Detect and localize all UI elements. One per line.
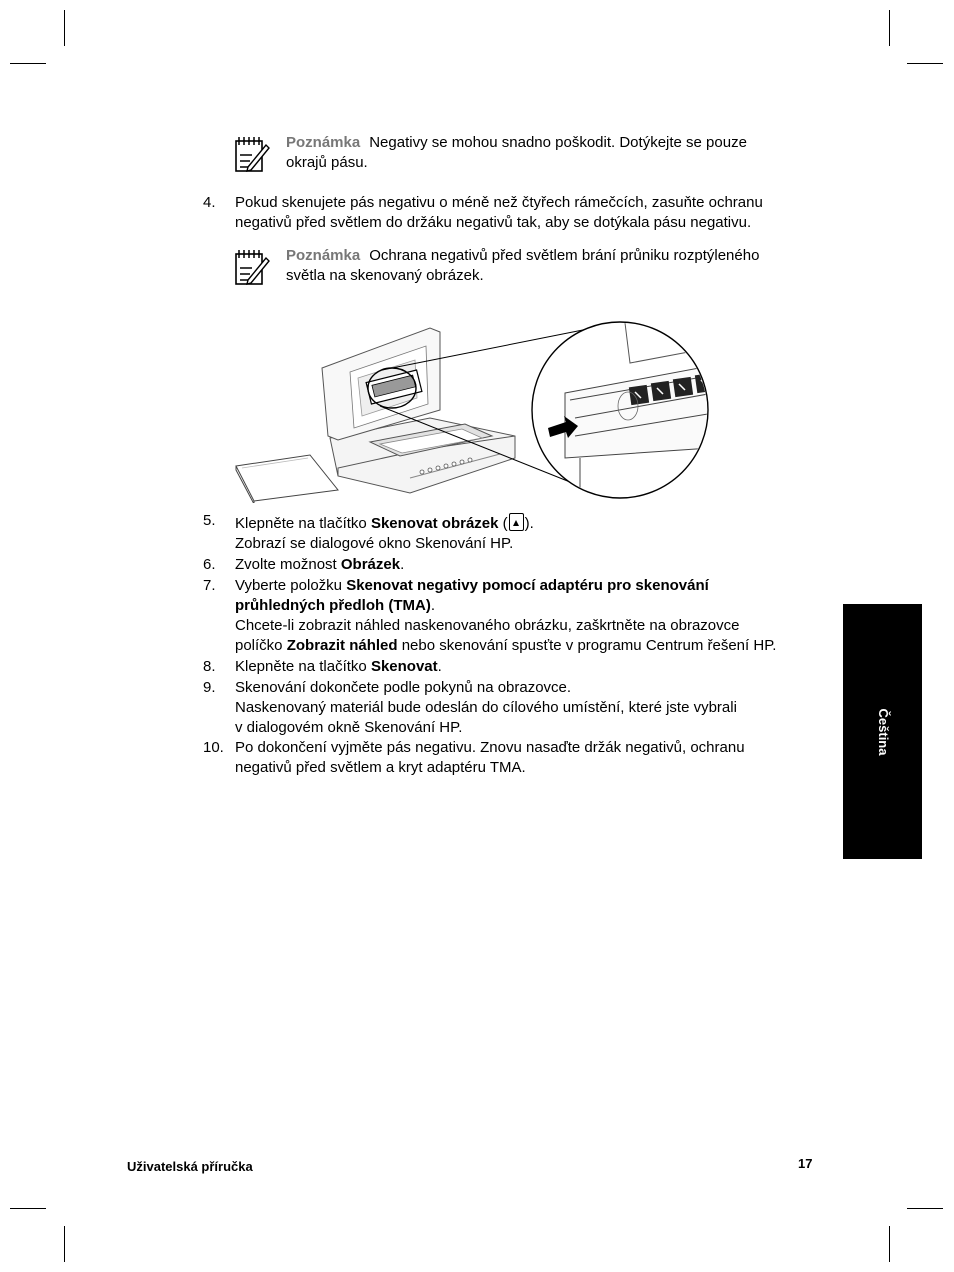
step-line: negativů před světlem a kryt adaptéru TMA. xyxy=(235,759,526,776)
footer-title: Uživatelská příručka xyxy=(127,1159,253,1174)
step-line: negativů před světlem do držáku negativů tak, aby se dotýkala pásu negativu. xyxy=(235,214,752,231)
crop-mark xyxy=(64,10,65,46)
step-text-run: Zvolte možnost xyxy=(235,556,341,573)
step-text xyxy=(235,193,820,233)
step-line: Chcete-li zobrazit náhled naskenovaného obrázku, zaškrtněte na obrazovce xyxy=(235,617,740,634)
crop-mark xyxy=(889,10,890,46)
crop-mark xyxy=(907,1208,943,1209)
crop-mark xyxy=(10,63,46,64)
language-tab xyxy=(843,604,922,859)
step-text-run: . xyxy=(437,658,442,675)
light-shield-sheet xyxy=(236,455,338,503)
step-line: Naskenovaný materiál bude odeslán do cílového umístění, které jste vybrali xyxy=(235,699,737,716)
step-text xyxy=(235,513,820,554)
language-tab-label: Čeština xyxy=(875,708,891,755)
step-number: 4. xyxy=(203,194,216,211)
step-text-run: ( xyxy=(498,515,508,532)
checkbox-name-zobrazit-nahled: Zobrazit náhled xyxy=(286,637,398,654)
option-skenovat-negativy: Skenovat negativy pomocí adaptéru pro skenování xyxy=(346,577,709,594)
step-number: 9. xyxy=(203,679,216,696)
zoom-detail xyxy=(532,322,715,498)
step-text-run: . xyxy=(430,597,435,614)
note-block xyxy=(234,133,794,177)
step-text-run: Vyberte položku xyxy=(235,577,347,594)
crop-mark xyxy=(64,1226,65,1262)
scan-picture-icon xyxy=(509,513,524,531)
step-text-run: Klepněte na tlačítko xyxy=(235,658,371,675)
step-text xyxy=(235,738,820,778)
step-line: Pokud skenujete pás negativu o méně než čtyřech rámečcích, zasuňte ochranu xyxy=(235,194,763,211)
step-number: 7. xyxy=(203,577,216,594)
step-text-run: . xyxy=(400,556,405,573)
step-text xyxy=(235,555,820,575)
step-number: 8. xyxy=(203,658,216,675)
note-line: světla na skenovaný obrázek. xyxy=(286,267,484,284)
step-text-run: nebo skenování spusťte v programu Centrum řešení HP. xyxy=(397,637,777,654)
note-text xyxy=(286,133,806,173)
note-block xyxy=(234,246,794,290)
step-text xyxy=(235,678,820,738)
step-line: Skenování dokončete podle pokynů na obrazovce. xyxy=(235,679,572,696)
crop-mark xyxy=(10,1208,46,1209)
note-line: okrajů pásu. xyxy=(286,154,368,171)
step-text-run: ). xyxy=(524,515,534,532)
step-text xyxy=(235,576,820,656)
option-obrazek: Obrázek xyxy=(340,556,401,573)
page-number: 17 xyxy=(798,1156,813,1171)
crop-mark xyxy=(889,1226,890,1262)
button-name-skenovat-obrazek: Skenovat obrázek xyxy=(370,515,499,532)
step-line: Zobrazí se dialogové okno Skenování HP. xyxy=(235,535,514,552)
note-pencil-icon xyxy=(234,133,270,173)
note-pencil-icon xyxy=(234,246,270,286)
step-number: 10. xyxy=(203,739,224,756)
scanner-illustration xyxy=(230,318,715,503)
step-number: 5. xyxy=(203,512,216,529)
note-label: Poznámka xyxy=(286,247,361,264)
button-name-skenovat: Skenovat xyxy=(370,658,438,675)
step-number: 6. xyxy=(203,556,216,573)
step-text xyxy=(235,657,820,677)
note-line: Negativy se mohou snadno poškodit. Dotýkejte se pouze xyxy=(369,134,747,151)
crop-mark xyxy=(907,63,943,64)
step-text-run: políčko xyxy=(235,637,287,654)
note-text xyxy=(286,246,806,286)
note-label: Poznámka xyxy=(286,134,361,151)
note-line: Ochrana negativů před světlem brání průniku rozptýleného xyxy=(369,247,760,264)
step-line: v dialogovém okně Skenování HP. xyxy=(235,719,463,736)
step-text-run: Klepněte na tlačítko xyxy=(235,515,371,532)
option-skenovat-negativy-cont: průhledných předloh (TMA) xyxy=(235,597,431,614)
step-line: Po dokončení vyjměte pás negativu. Znovu nasaďte držák negativů, ochranu xyxy=(235,739,745,756)
